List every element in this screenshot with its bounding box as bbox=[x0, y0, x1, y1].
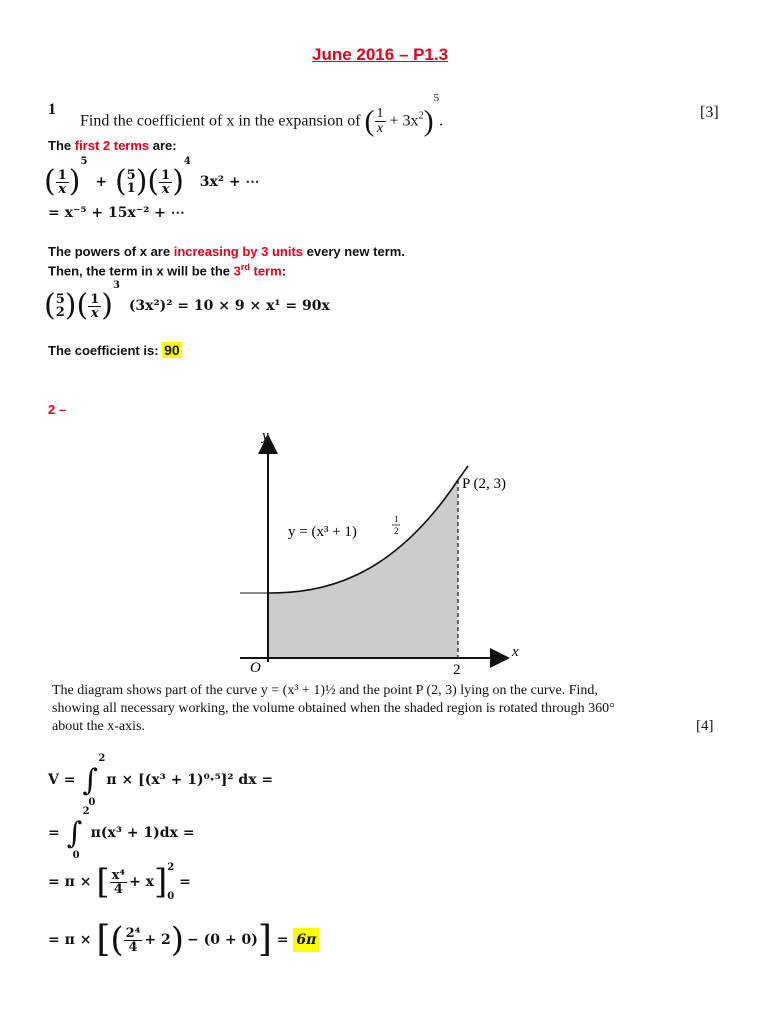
question-1-marks: [3] bbox=[700, 104, 719, 121]
sol1-powers-note: The powers of x are increasing by 3 units every new term. bbox=[48, 244, 405, 259]
curve-exp-num: 1 bbox=[394, 514, 399, 524]
x-tick-label: 2 bbox=[453, 662, 461, 677]
sol1-term-note: Then, the term in x will be the 3rd term: bbox=[48, 262, 287, 279]
sol2-antiderivative: = π × [ $\frac{\text{x⁴}}{4}$ + x] 2 0 = bbox=[48, 862, 191, 902]
x-axis-label: x bbox=[512, 644, 519, 660]
sol1-third-term: ( 5 2 )( $\frac{1}{x}$ )$^3$ (3x²)² = 10 × 9 × x¹ = 90x bbox=[44, 280, 330, 323]
sol1-coefficient: The coefficient is: 90 bbox=[48, 342, 180, 358]
sol1-simplified: = x⁻⁵ + 15x⁻² + ⋯ bbox=[48, 205, 185, 221]
curve-exp-den: 2 bbox=[394, 526, 399, 536]
point-label: P (2, 3) bbox=[462, 476, 507, 492]
curve-equation-label: y = (x³ + 1) bbox=[288, 524, 357, 540]
question-1-text: Find the coefficient of x in the expansion of ( $\frac{1}{x}$ + $3x^2)^5$. bbox=[80, 92, 444, 138]
y-axis-label: y bbox=[262, 428, 269, 444]
question-2-number: 2 – bbox=[48, 402, 67, 417]
question-1-number: 1 bbox=[48, 101, 56, 118]
curve-diagram bbox=[230, 422, 540, 677]
sol1-expansion: ( $\frac{1}{x}$ )$^5$ + ( 5 1 )( $\frac{1}{x}$ )$^4$ 3x² + ⋯ bbox=[44, 156, 260, 199]
sol2-volume-integral: V = ∫ 2 0 π × [(x³ + 1)⁰·⁵]² dx = bbox=[48, 753, 274, 808]
question-2-text: The diagram shows part of the curve y = (x³ + 1)½ and the point P (2, 3) lying on the curve. Find, showing all necessary working, the volume obtained when the shaded region is rotated through 360° about the x-axis. bbox=[52, 683, 615, 734]
sol2-evaluation: = π × [( $\frac{\text{2⁴}}{4}$ + 2) − (0 + 0)] = 6π bbox=[48, 922, 319, 958]
sol2-simplified-integral: = ∫ 2 0 π(x³ + 1)dx = bbox=[48, 806, 195, 861]
shaded-region bbox=[268, 480, 458, 658]
question-2-marks: [4] bbox=[696, 718, 714, 734]
final-answer: 6π bbox=[293, 928, 319, 952]
page-title: June 2016 – P1.3 bbox=[312, 45, 449, 64]
sol1-intro: The first 2 terms are: bbox=[48, 138, 177, 153]
origin-label: O bbox=[250, 660, 261, 676]
